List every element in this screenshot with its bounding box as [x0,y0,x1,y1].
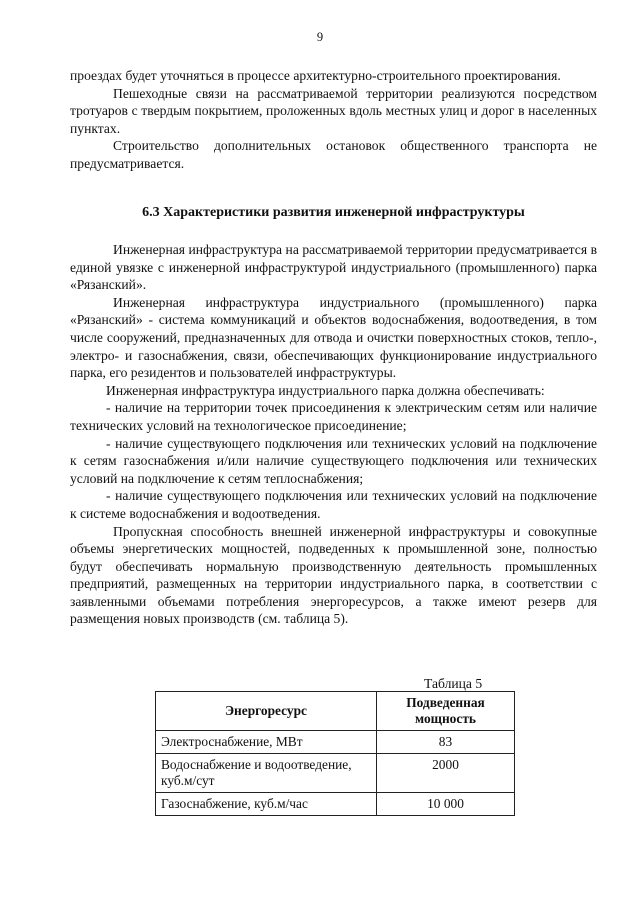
page-number: 9 [316,30,324,44]
table-caption: Таблица 5 [424,676,483,691]
table-header-cell: Подведенная мощность [377,692,515,731]
table-cell: Газоснабжение, куб.м/час [156,793,377,816]
table-cell: 10 000 [377,793,515,816]
list-item: - наличие на территории точек присоединения к электрическим сетям или наличие технических условий на технологическое присоединение; [70,400,597,433]
paragraph: Пешеходные связи на рассматриваемой территории реализуются посредством тротуаров с твердым покрытием, проложенных вдоль местных улиц и дорог в населенных пунктах. [70,85,597,136]
list-item: - наличие существующего подключения или технических условий на подключение к системе водоснабжения и водоотведения. [70,488,597,521]
table-row [156,793,515,816]
section-heading: 6.3 Характеристики развития инженерной инфраструктуры [142,205,525,220]
table-cell: Водоснабжение и водоотведение, куб.м/сут [156,754,377,793]
section-text-top [70,67,597,173]
list-item: - наличие существующего подключения или технических условий на подключение к сетям газоснабжения и/или наличие существующего подключения или технических условий на подключение к сетям теплоснабжения; [70,435,597,486]
section-text-main [70,241,597,628]
table-cell: 2000 [377,754,515,793]
table-row [156,731,515,754]
table-cell: Электроснабжение, МВт [156,731,377,754]
table-row [156,754,515,793]
paragraph: Инженерная инфраструктура индустриального (промышленного) парка «Рязанский» - система коммуникаций и объектов водоснабжения, водоотведения, в том числе сооружений, предназначенных для отвода и очистки поверхностных стоков, тепло-, электро- и газоснабжения, связи, обеспечивающих функционирование индустриального парка, его резидентов и пользователей инфраструктуры. [70,294,597,381]
table-header-row [156,692,515,731]
table-cell: 83 [377,731,515,754]
energy-table [155,691,515,816]
paragraph: Инженерная инфраструктура индустриального парка должна обеспечивать: [106,382,545,398]
table-header-cell: Энергоресурс [156,692,377,731]
paragraph: Строительство дополнительных остановок общественного транспорта не предусматривается. [70,138,597,171]
paragraph: Пропускная способность внешней инженерной инфраструктуры и совокупные объемы энергетических мощностей, подведенных к промышленной зоне, полностью будут обеспечивать нормальную производственную деятельность промышленных предприятий, размещенных на территории индустриального парка, в соответствии с заявленными объемами потребления энергоресурсов, а также имеют резерв для размещения новых производств (см. таблица 5). [70,523,597,627]
paragraph: проездах будет уточняться в процессе архитектурно-строительного проектирования. [70,68,561,83]
paragraph: Инженерная инфраструктура на рассматриваемой территории предусматривается в единой увязке с инженерной инфраструктурой индустриального (промышленного) парка «Рязанский». [70,242,597,293]
